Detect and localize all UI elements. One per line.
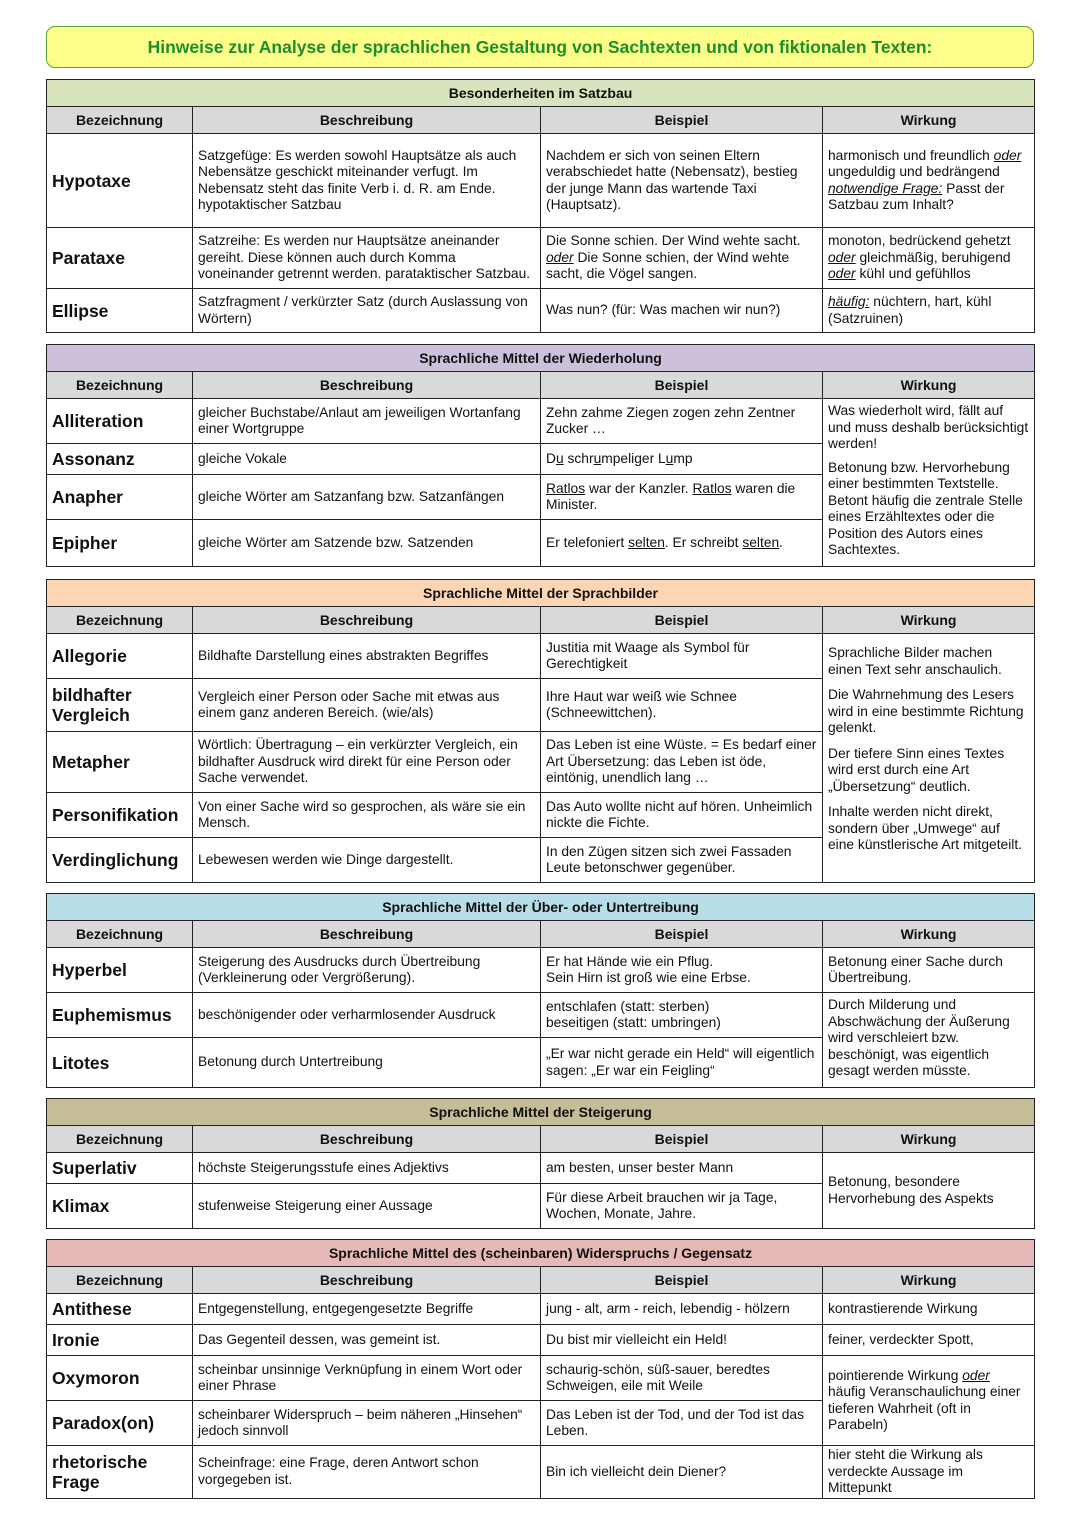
description: gleiche Wörter am Satzende bzw. Satzenden	[193, 520, 541, 567]
effect-text: pointierende Wirkung	[828, 1367, 963, 1383]
example	[541, 520, 823, 567]
description: gleicher Buchstabe/Anlaut am jeweiligen Wortanfang einer Wortgruppe	[193, 399, 541, 444]
table-row	[47, 634, 1035, 679]
example	[541, 948, 823, 993]
example-text: .	[779, 534, 784, 550]
col-header-name: Bezeichnung	[47, 107, 193, 134]
col-header-desc: Beschreibung	[193, 921, 541, 948]
example-text: war der Kanzler.	[585, 480, 693, 496]
example: Für diese Arbeit brauchen wir ja Tage, Wochen, Monate, Jahre.	[541, 1184, 823, 1229]
section-sprachbilder	[46, 579, 1035, 883]
effect-text: harmonisch und freundlich	[828, 147, 990, 163]
effect-or: oder	[993, 147, 1022, 163]
example	[541, 475, 823, 520]
example: In den Zügen sitzen sich zwei Fassaden Leute betonschwer gegenüber.	[541, 838, 823, 883]
effect: feiner, verdeckter Spott,	[823, 1325, 1035, 1356]
term: Ellipse	[47, 289, 193, 333]
effect-text: Inhalte werden nicht direkt, sondern über „Umwege“ auf eine künstlerische Art mitgeteilt.	[828, 804, 1023, 852]
example: „Er war nicht gerade ein Held“ will eigentlich sagen: „Er war ein Feigling“	[541, 1038, 823, 1088]
section-heading: Sprachliche Mittel der Sprachbilder	[47, 580, 1035, 607]
col-header-effect: Wirkung	[823, 372, 1035, 399]
term: Personifikation	[47, 793, 193, 838]
description: Lebewesen werden wie Dinge dargestellt.	[193, 838, 541, 883]
section-satzbau	[46, 79, 1035, 333]
example: Das Leben ist der Tod, und der Tod ist das Leben.	[541, 1401, 823, 1446]
term: Oxymoron	[47, 1356, 193, 1401]
example: Nachdem er sich von seinen Eltern verabschiedet hatte (Nebensatz), bestieg der junge Mann das wartende Taxi (Hauptsatz).	[541, 134, 823, 228]
example: jung - alt, arm - reich, lebendig - hölzern	[541, 1294, 823, 1325]
example-text: beseitigen (statt: umbringen)	[546, 1015, 721, 1030]
term: Metapher	[47, 732, 193, 793]
term: Parataxe	[47, 228, 193, 289]
effect	[823, 228, 1035, 289]
description: Steigerung des Ausdrucks durch Übertreibung (Verkleinerung oder Vergrößerung).	[193, 948, 541, 993]
description: beschönigender oder verharmlosender Ausdruck	[193, 993, 541, 1038]
description: Entgegenstellung, entgegengesetzte Begriffe	[193, 1294, 541, 1325]
example: Was nun? (für: Was machen wir nun?)	[541, 289, 823, 333]
example-text: . Er schreibt	[664, 534, 743, 550]
table-row	[47, 289, 1035, 333]
effect-frequency: häufig:	[828, 294, 870, 309]
example-word: selten	[742, 534, 780, 550]
effect-text: monoton, bedrückend gehetzt	[828, 233, 1011, 249]
effect-text: ungeduldig und bedrängend	[828, 164, 1000, 179]
description: Das Gegenteil dessen, was gemeint ist.	[193, 1325, 541, 1356]
description: Scheinfrage: eine Frage, deren Antwort schon vorgegeben ist.	[193, 1446, 541, 1499]
term: Verdinglichung	[47, 838, 193, 883]
col-header-example: Beispiel	[541, 1267, 823, 1294]
description: Vergleich einer Person oder Sache mit etwas aus einem ganz anderen Bereich. (wie/als)	[193, 679, 541, 732]
table-row	[47, 1446, 1035, 1499]
table-row	[47, 948, 1035, 993]
col-header-desc: Beschreibung	[193, 372, 541, 399]
example-word: Ratlos	[692, 480, 732, 496]
col-header-name: Bezeichnung	[47, 921, 193, 948]
example: schaurig-schön, süß-sauer, beredtes Schweigen, eile mit Weile	[541, 1356, 823, 1401]
col-header-desc: Beschreibung	[193, 607, 541, 634]
example	[541, 993, 823, 1038]
term: Ironie	[47, 1325, 193, 1356]
description: scheinbar unsinnige Verknüpfung in einem Wort oder einer Phrase	[193, 1356, 541, 1401]
col-header-example: Beispiel	[541, 107, 823, 134]
description: Satzfragment / verkürzter Satz (durch Auslassung von Wörtern)	[193, 289, 541, 333]
section-steigerung	[46, 1098, 1035, 1229]
effect-text: kühl und gefühllos	[855, 266, 971, 282]
term: Euphemismus	[47, 993, 193, 1038]
col-header-example: Beispiel	[541, 372, 823, 399]
effect: Betonung, besondere Hervorhebung des Aspekts	[823, 1153, 1035, 1229]
effect	[823, 399, 1035, 567]
effect-text: häufig Veranschaulichung einer tieferen Wahrheit (oft in Parabeln)	[828, 1384, 1021, 1432]
example-text: Er telefoniert	[546, 534, 629, 550]
effect: Durch Milderung und Abschwächung der Äußerung wird verschleiert bzw. beschönigt, was eigentlich gesagt werden müsste.	[823, 993, 1035, 1088]
section-heading: Sprachliche Mittel der Über- oder Untertreibung	[47, 894, 1035, 921]
col-header-effect: Wirkung	[823, 1267, 1035, 1294]
description: Betonung durch Untertreibung	[193, 1038, 541, 1088]
example-word: Ratlos	[546, 480, 586, 496]
table-row	[47, 134, 1035, 228]
term: Epipher	[47, 520, 193, 567]
description: Von einer Sache wird so gesprochen, als wäre sie ein Mensch.	[193, 793, 541, 838]
example-text: mpeliger L	[601, 450, 666, 466]
effect-text: Sprachliche Bilder machen einen Text sehr anschaulich.	[828, 645, 1002, 677]
term: Alliteration	[47, 399, 193, 444]
description: stufenweise Steigerung einer Aussage	[193, 1184, 541, 1229]
term: Superlativ	[47, 1153, 193, 1184]
effect-text: Die Wahrnehmung des Lesers wird in eine bestimmte Richtung gelenkt.	[828, 687, 1024, 735]
example: Das Auto wollte nicht auf hören. Unheimlich nickte die Fichte.	[541, 793, 823, 838]
example: Zehn zahme Ziegen zogen zehn Zentner Zucker …	[541, 399, 823, 444]
table-row	[47, 1294, 1035, 1325]
effect: Betonung einer Sache durch Übertreibung.	[823, 948, 1035, 993]
example-text: D	[546, 450, 556, 466]
effect	[823, 634, 1035, 883]
col-header-desc: Beschreibung	[193, 107, 541, 134]
description: scheinbarer Widerspruch – beim näheren „Hinsehen“ jedoch sinnvoll	[193, 1401, 541, 1446]
table-row	[47, 1325, 1035, 1356]
example-vowel: u	[555, 450, 564, 466]
section-heading: Besonderheiten im Satzbau	[47, 80, 1035, 107]
example-word: selten	[628, 534, 665, 550]
example-text: entschlafen (statt: sterben)	[546, 998, 710, 1014]
term: Hyperbel	[47, 948, 193, 993]
example-vowel: u	[593, 450, 602, 466]
description: Wörtlich: Übertragung – ein verkürzter Vergleich, ein bildhafter Ausdruck wird direkt für eine Person oder Sache verwendet.	[193, 732, 541, 793]
effect-text: Der tiefere Sinn eines Textes wird erst durch eine Art „Übersetzung“ deutlich.	[828, 745, 1005, 794]
example: Ihre Haut war weiß wie Schnee (Schneewittchen).	[541, 679, 823, 732]
section-heading: Sprachliche Mittel der Wiederholung	[47, 345, 1035, 372]
effect: hier steht die Wirkung als verdeckte Aussage im Mittepunkt	[823, 1446, 1035, 1499]
example	[541, 228, 823, 289]
effect-text: Was wiederholt wird, fällt auf und muss deshalb berücksichtigt werden!	[828, 403, 1029, 451]
col-header-name: Bezeichnung	[47, 1126, 193, 1153]
section-heading: Sprachliche Mittel des (scheinbaren) Widerspruchs / Gegensatz	[47, 1240, 1035, 1267]
term: Anapher	[47, 475, 193, 520]
table-row	[47, 399, 1035, 444]
effect: kontrastierende Wirkung	[823, 1294, 1035, 1325]
example-text: Er hat Hände wie ein Pflug.	[546, 953, 714, 969]
term: Allegorie	[47, 634, 193, 679]
term: Hypotaxe	[47, 134, 193, 228]
section-uebertreibung	[46, 893, 1035, 1088]
example: Du bist mir vielleicht ein Held!	[541, 1325, 823, 1356]
section-heading: Sprachliche Mittel der Steigerung	[47, 1099, 1035, 1126]
example-text: schr	[563, 450, 594, 466]
term: bildhafter Vergleich	[47, 679, 193, 732]
example-text: Sein Hirn ist groß wie eine Erbse.	[546, 970, 751, 985]
effect-or: oder	[828, 266, 856, 282]
term: Assonanz	[47, 444, 193, 475]
effect-text: gleichmäßig, beruhigend	[855, 249, 1011, 265]
effect-text: Passt der Satzbau zum Inhalt?	[828, 180, 1005, 212]
col-header-effect: Wirkung	[823, 1126, 1035, 1153]
term: Paradox(on)	[47, 1401, 193, 1446]
effect-or: oder	[828, 249, 856, 265]
example-vowel: u	[665, 450, 674, 466]
description: Bildhafte Darstellung eines abstrakten Begriffes	[193, 634, 541, 679]
term: rhetorische Frage	[47, 1446, 193, 1499]
description: Satzreihe: Es werden nur Hauptsätze aneinander gereiht. Diese können auch durch Komma voneinander getrennt werden. parataktischer Satzbau.	[193, 228, 541, 289]
col-header-effect: Wirkung	[823, 107, 1035, 134]
example: Das Leben ist eine Wüste. = Es bedarf einer Art Übersetzung: das Leben ist öde, eintönig, unendlich lang …	[541, 732, 823, 793]
example	[541, 444, 823, 475]
example: Bin ich vielleicht dein Diener?	[541, 1446, 823, 1499]
example-text: mp	[673, 450, 693, 466]
example-or: oder	[546, 249, 574, 265]
description: gleiche Wörter am Satzanfang bzw. Satzanfängen	[193, 475, 541, 520]
example: am besten, unser bester Mann	[541, 1153, 823, 1184]
example-text: Die Sonne schien, der Wind wehte sacht, die Vögel sangen.	[546, 249, 790, 282]
page-title: Hinweise zur Analyse der sprachlichen Gestaltung von Sachtexten und von fiktionalen Texten:	[46, 26, 1034, 68]
example-text: Die Sonne schien. Der Wind wehte sacht.	[546, 233, 801, 249]
term: Litotes	[47, 1038, 193, 1088]
description: Satzgefüge: Es werden sowohl Hauptsätze als auch Nebensätze geschickt miteinander verfugt. Im Nebensatz steht das finite Verb i. d. R. am Ende. hypotaktischer Satzbau	[193, 134, 541, 228]
term: Klimax	[47, 1184, 193, 1229]
effect-question: notwendige Frage:	[828, 180, 943, 196]
term: Antithese	[47, 1294, 193, 1325]
effect-text: Betonung bzw. Hervorhebung einer bestimmten Textstelle. Betont häufig die zentrale Stelle eines Erzähltextes oder die Position des Autors eines Sachtextes.	[828, 459, 1023, 557]
effect	[823, 1356, 1035, 1446]
effect-text: nüchtern, hart, kühl (Satzruinen)	[828, 294, 992, 326]
col-header-effect: Wirkung	[823, 921, 1035, 948]
col-header-name: Bezeichnung	[47, 1267, 193, 1294]
col-header-name: Bezeichnung	[47, 372, 193, 399]
effect	[823, 134, 1035, 228]
description: gleiche Vokale	[193, 444, 541, 475]
table-row	[47, 228, 1035, 289]
col-header-example: Beispiel	[541, 921, 823, 948]
col-header-desc: Beschreibung	[193, 1126, 541, 1153]
col-header-name: Bezeichnung	[47, 607, 193, 634]
table-row	[47, 1356, 1035, 1401]
example-text: waren die Minister.	[546, 480, 796, 512]
example: Justitia mit Waage als Symbol für Gerechtigkeit	[541, 634, 823, 679]
section-wiederholung	[46, 344, 1035, 567]
effect	[823, 289, 1035, 333]
section-widerspruch	[46, 1239, 1035, 1499]
effect-or: oder	[962, 1367, 990, 1383]
col-header-effect: Wirkung	[823, 607, 1035, 634]
description: höchste Steigerungsstufe eines Adjektivs	[193, 1153, 541, 1184]
table-row	[47, 1153, 1035, 1184]
table-row	[47, 993, 1035, 1038]
col-header-example: Beispiel	[541, 1126, 823, 1153]
col-header-desc: Beschreibung	[193, 1267, 541, 1294]
col-header-example: Beispiel	[541, 607, 823, 634]
